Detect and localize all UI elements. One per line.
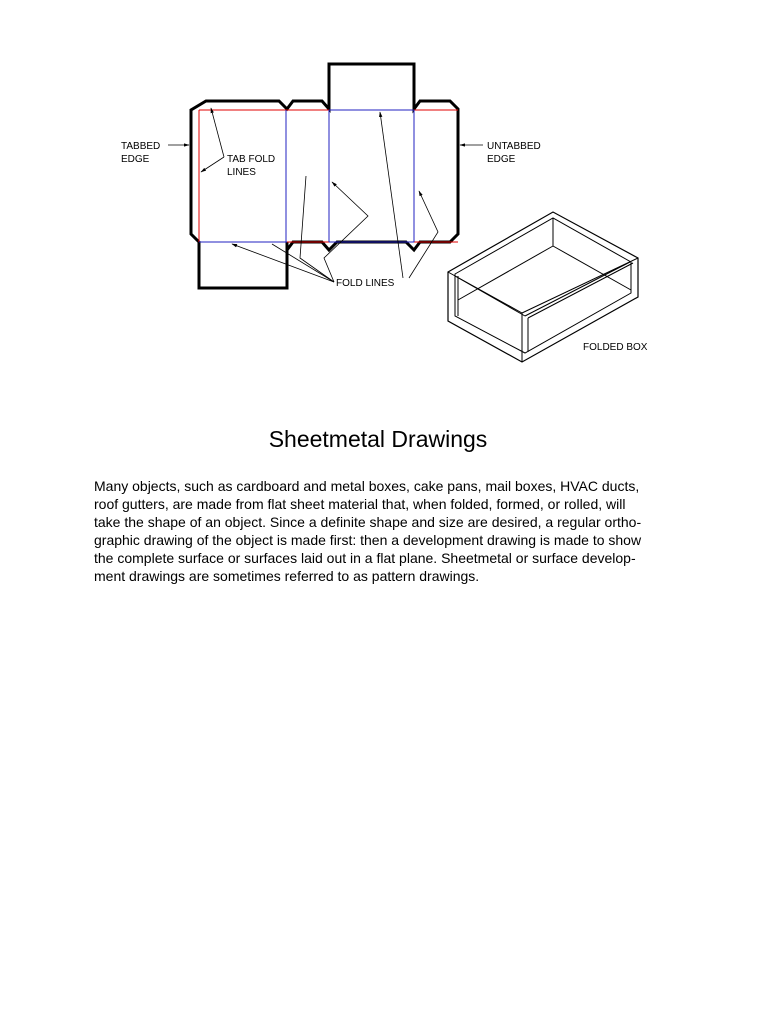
label-tab-fold-line2: LINES [227, 167, 256, 178]
paragraph-line: roof gutters, are made from flat sheet material that, when folded, formed, or rolled, will [94, 496, 626, 512]
paragraph-line: ment drawings are sometimes referred to as pattern drawings. [94, 568, 480, 584]
label-tabbed-edge-line1: TABBED [121, 141, 161, 152]
label-tabbed-edge-line2: EDGE [121, 154, 150, 165]
paragraph-line: the complete surface or surfaces laid out in a flat plane. Sheetmetal or surface develop- [94, 550, 636, 566]
label-tab-fold-line1: TAB FOLD [227, 154, 276, 165]
sheetmetal-figure [0, 0, 768, 400]
label-folded-box: FOLDED BOX [583, 342, 648, 353]
label-untabbed-edge-line2: EDGE [487, 154, 516, 165]
paragraph-line: Many objects, such as cardboard and metal boxes, cake pans, mail boxes, HVAC ducts, [94, 478, 640, 494]
body-paragraph [94, 477, 686, 585]
label-untabbed-edge-line1: UNTABBED [487, 141, 541, 152]
paragraph-line: graphic drawing of the object is made first: then a development drawing is made to show [94, 532, 642, 548]
paragraph-line: take the shape of an object. Since a definite shape and size are desired, a regular ortho- [94, 514, 642, 530]
folded-box-drawing [448, 212, 638, 362]
leader-lines [168, 108, 483, 282]
page-title: Sheetmetal Drawings [268, 426, 488, 452]
label-fold-lines: FOLD LINES [336, 278, 395, 289]
